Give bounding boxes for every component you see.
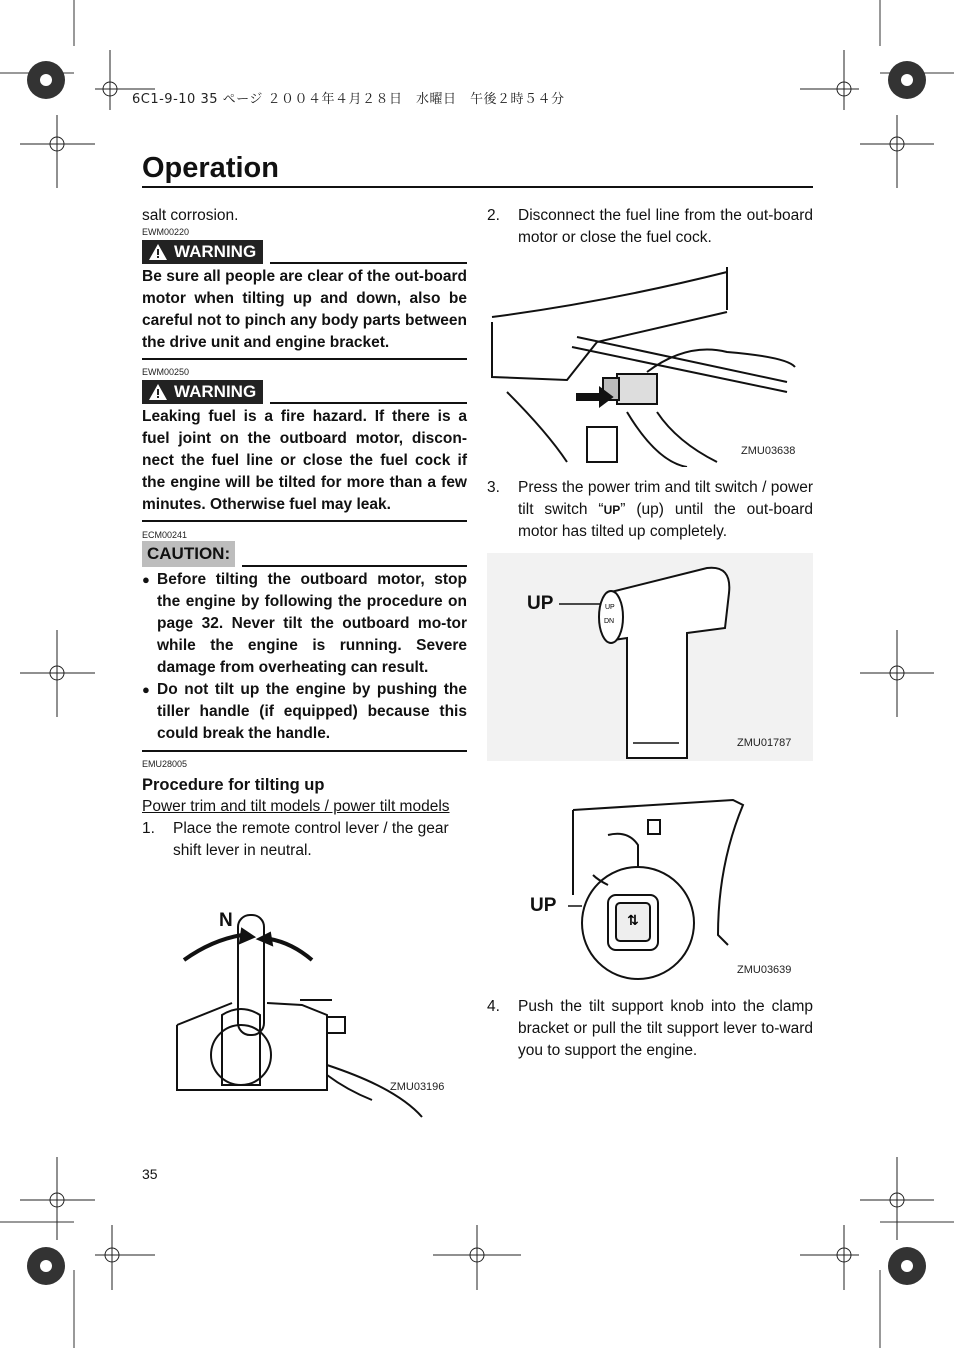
page-title: Operation <box>142 152 279 184</box>
caution-end-rule <box>142 750 467 752</box>
neutral-label: N <box>219 910 233 931</box>
right-column <box>487 205 813 249</box>
title-rule <box>142 186 813 188</box>
warning2-code: EWM00250 <box>142 367 190 377</box>
step-4: 4. Push the tilt support knob into the clamp bracket or pull the tilt support lever to-ward you to support the engine. <box>487 998 813 1059</box>
bullet-dot-icon: ● <box>142 682 150 697</box>
caution-bullet: ● Do not tilt up the engine by pushing the tiller handle (if equipped) because this could break the handle. <box>142 679 467 745</box>
switch-dn-marking: DN <box>604 618 615 625</box>
page-number: 35 <box>142 1166 158 1182</box>
warning1-text: Be sure all people are clear of the out-board motor when tilting up and down, also be careful not to pinch any body parts between the drive unit and engine bracket. <box>142 268 467 351</box>
tilt-switch-handle-figure <box>487 553 813 761</box>
warning1-label: WARNING <box>174 242 257 261</box>
intro-text: salt corrosion. <box>142 207 239 224</box>
print-header: 6C1-9-10 35 ページ ２００４年４月２８日 水曜日 午後２時５４分 <box>132 92 565 107</box>
procedure-heading: Procedure for tilting up <box>142 776 325 794</box>
warning2-label: WARNING <box>174 382 257 401</box>
step-1: 1. Place the remote control lever / the gear shift lever in neutral. <box>142 820 449 859</box>
caution-header <box>142 541 467 567</box>
left-column <box>142 205 467 862</box>
up-label-switch: UP <box>527 593 554 614</box>
figure-code-switch: ZMU01787 <box>737 737 792 749</box>
tilt-symbol-icon: ⇅ <box>627 913 639 929</box>
figure-code-lever: ZMU03196 <box>390 1081 445 1093</box>
caution-label: CAUTION: <box>142 541 235 567</box>
fuel-line-figure <box>487 262 813 467</box>
bullet-dot-icon: ● <box>142 572 150 587</box>
warning2-end-rule <box>142 520 467 522</box>
warning-triangle-icon <box>148 383 168 401</box>
caution-bullet: ● Before tilting the outboard motor, stop the engine by following the procedure on page 32. Never tilt the outboard mo-tor while the engine is running. Severe damage from overheating can result. <box>142 569 467 679</box>
figure-code-fuel: ZMU03638 <box>741 445 796 457</box>
engine-tilt-panel-figure <box>568 785 748 981</box>
figure-code-panel: ZMU03639 <box>737 964 792 976</box>
warning2-header <box>142 378 467 404</box>
switch-up-marking: UP <box>605 604 615 611</box>
warning2-text: Leaking fuel is a fire hazard. If there is a fuel joint on the outboard motor, discon-nect the fuel line or close the fuel cock if the engine will be tilted for more than a few minutes. Otherwise fuel may leak. <box>142 408 467 513</box>
caution-code: ECM00241 <box>142 530 188 540</box>
warning1-code: EWM00220 <box>142 227 190 237</box>
right-column-step4 <box>487 996 813 1062</box>
procedure-code: EMU28005 <box>142 759 188 769</box>
step-2: 2. Disconnect the fuel line from the out-board motor or close the fuel cock. <box>487 207 813 246</box>
procedure-models: Power trim and tilt models / power tilt models <box>142 798 450 815</box>
up-label-panel: UP <box>530 895 557 916</box>
warning1-label-box <box>142 240 263 264</box>
warning1-end-rule <box>142 358 467 360</box>
step-3: 3. Press the power trim and tilt switch / power tilt switch “UP” (up) until the out-board motor has tilted up completely. <box>487 479 813 540</box>
warning1-header <box>142 238 467 264</box>
warning2-label-box <box>142 380 263 404</box>
right-column-step3 <box>487 477 813 543</box>
warning-triangle-icon <box>148 243 168 261</box>
